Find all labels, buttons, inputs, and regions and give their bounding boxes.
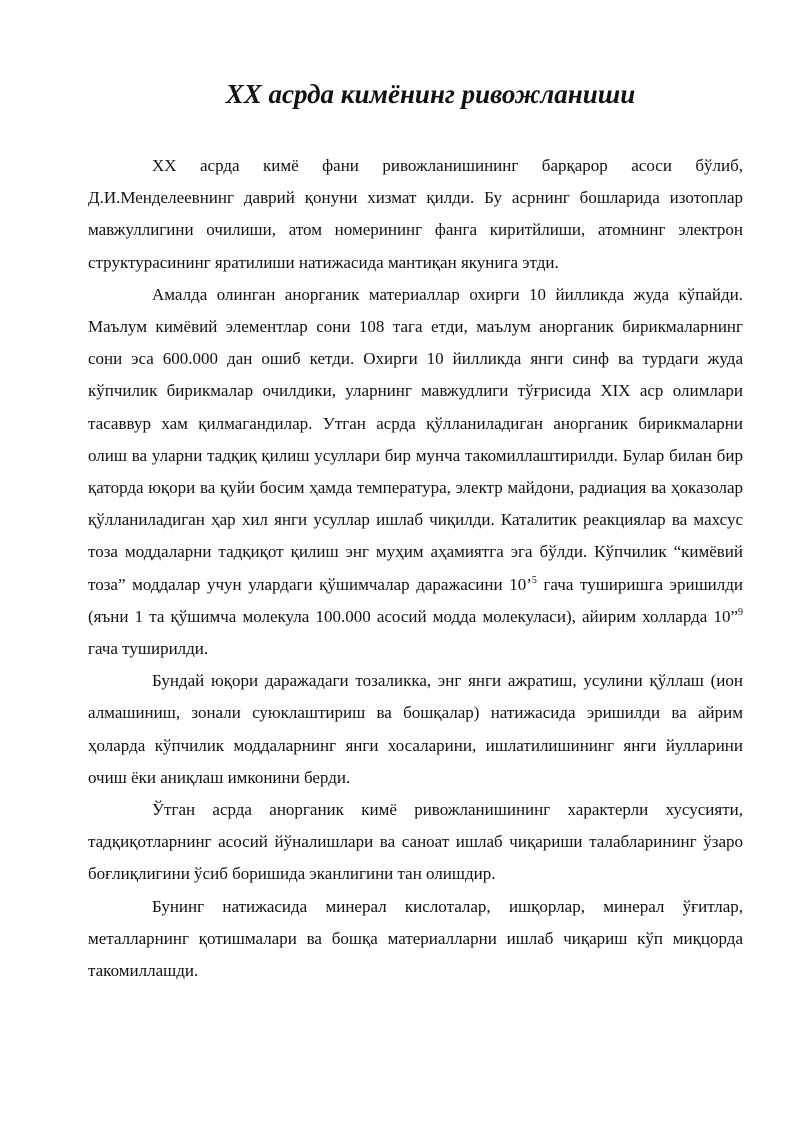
paragraph-4: Ўтган асрда анорганик кимё ривожланишининг характерли хусусияти, тадқиқотларнинг асосий йўналишлари ва саноат ишлаб чиқариши талабларининг ўзаро боғлиқлигини ўсиб боришида эканлигини тан олишдир.: [88, 800, 743, 884]
paragraph-3: Бундай юқори даражадаги тозаликка, энг янги ажратиш, усулини қўллаш (ион алмашиниш, зонали суюклаштириш ва бошқалар) натижасида эришилди ва айрим ҳоларда кўпчилик моддаларнинг янги хосаларини, ишлатилишининг янги йулларини очиш ёки аниқлаш имконини берди.: [88, 671, 743, 787]
superscript-exponent-5: 5: [531, 574, 537, 586]
paragraph-2-text-c: гача туширилди.: [88, 639, 209, 659]
document-title: XX асрда кимёнинг ривожланиши: [225, 79, 636, 109]
paragraph-1: ХХ асрда кимё фани ривожланишининг барқарор асоси бўлиб, Д.И.Менделеевнинг даврий қонуни хизмат қилди. Бу асрнинг бошларида изотоплар мавжуллигини очилиши, атом номерининг фанга киритйлиши, атомнинг электрон структурасининг яратилиши натижасида мантиқан якунига этди.: [88, 156, 743, 272]
superscript-exponent-9: 9: [738, 606, 743, 618]
paragraph-2-text-b: гача туширишга эришилди (яъни 1 та қўшимча молекула 100.000 асосий модда молекуласи), айирим холларда 10”: [88, 574, 743, 626]
paragraph-2: [88, 279, 743, 665]
paragraph-5: Бунинг натижасида минерал кислоталар, ишқорлар, минерал ўғитлар, металларнинг қотишмалари ва бошқа материалларни ишлаб чиқариш кўп миқцорда такомиллашди.: [88, 896, 743, 981]
paragraph-2-text-a: Амалда олинган анорганик материаллар охирги 10 йилликда жуда кўпайди. Маълум кимёвий элементлар сони 108 тага етди, маълум анорганик бирикмаларнинг сони эса 600.000 дан ошиб кетди. Охирги 10 йилликда янги синф ва турдаги жуда кўпчилик бирикмалар очилдики, уларнинг мавжудлиги тўғрисида XIX аср олимлари тасаввур хам қилмагандилар. Утган асрда қўлланиладиган анорганик бирикмаларни олиш ва уларни тадқиқ қилиш усуллари бир мунча такомиллаштирилди. Булар билан бир қаторда юқори ва қуйи босим ҳамда температура, электр майдони, радиация ва ҳоказолар қўлланиладиган ҳар хил янги усуллар ишлаб чиқилди. Каталитик реакциялар ва махсус тоза моддаларни тадқиқот қилиш энг муҳим аҳамиятга эга бўлди. Кўпчилик “кимёвий тоза” моддалар учун улардаги қўшимчалар даражасини 10’: [88, 284, 743, 594]
